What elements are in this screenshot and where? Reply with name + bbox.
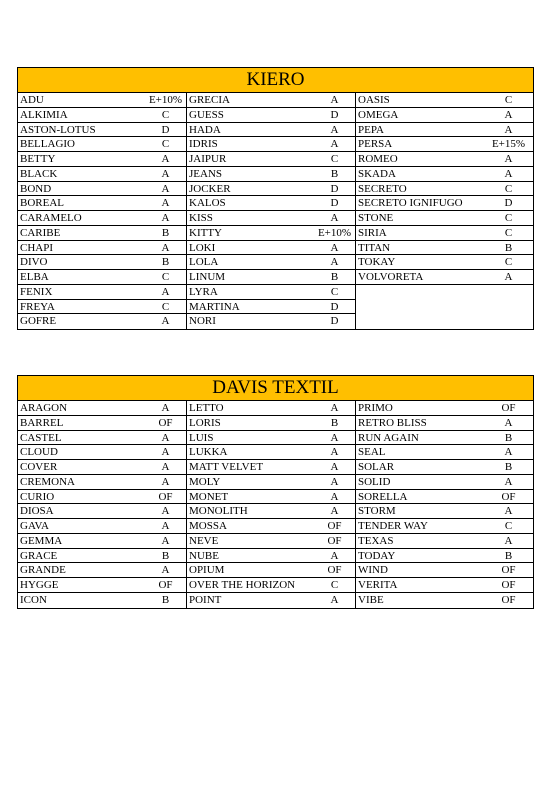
fabric-grade: A: [504, 153, 513, 165]
table-row: [18, 593, 186, 608]
fabric-name: LUIS: [189, 431, 214, 444]
table-row: [18, 534, 186, 549]
fabric-grade: D: [330, 108, 339, 121]
fabric-name: LORIS: [189, 416, 221, 429]
table-row: [18, 255, 186, 270]
fabric-name: CREMONA: [20, 475, 76, 488]
fabric-grade: A: [330, 241, 339, 254]
fabric-name: TEXAS: [358, 534, 394, 547]
table-row: [18, 108, 186, 123]
table-row: [18, 152, 186, 167]
fabric-name: SOLAR: [358, 461, 395, 473]
fabric-name: MONET: [189, 490, 229, 503]
table-row: [18, 137, 186, 152]
fabric-name: SECRETO IGNIFUGO: [358, 197, 463, 210]
table-row: [18, 490, 186, 505]
fabric-name: MONOLITH: [189, 505, 248, 518]
table-row: [187, 167, 355, 182]
fabric-name: KALOS: [189, 197, 226, 210]
fabric-name: BOREAL: [20, 197, 64, 210]
fabric-grade: A: [330, 94, 339, 106]
table-row: [18, 504, 186, 519]
fabric-name: ALKIMIA: [20, 108, 68, 121]
fabric-name: ADU: [20, 94, 44, 106]
table-row: [18, 475, 186, 490]
table-row: [356, 123, 533, 138]
fabric-name: SORELLA: [358, 490, 408, 503]
fabric-name: DIOSA: [20, 505, 54, 518]
fabric-name: GRECIA: [189, 94, 230, 106]
table-row: [18, 226, 186, 241]
fabric-name: SECRETO: [358, 182, 407, 195]
fabric-name: CARAMELO: [20, 212, 82, 224]
table-row: [187, 285, 355, 300]
fabric-name: MOSSA: [189, 520, 227, 532]
fabric-grade: A: [161, 153, 170, 165]
table-row: [356, 270, 533, 285]
table-row: [356, 401, 533, 416]
fabric-name: LUKKA: [189, 446, 228, 459]
table-row: [18, 578, 186, 593]
fabric-name: ARAGON: [20, 402, 68, 414]
fabric-grade: D: [161, 123, 170, 136]
table-row: [187, 401, 355, 416]
table-row: [18, 211, 186, 226]
fabric-name: GRACE: [20, 549, 58, 562]
fabric-name: OVER THE HORIZON: [189, 579, 296, 591]
table-row: [18, 167, 186, 182]
table-row: [187, 445, 355, 460]
table-grid: [18, 401, 533, 608]
table-row: [356, 226, 533, 241]
table-row: [187, 563, 355, 578]
table-title: KIERO: [18, 68, 533, 93]
fabric-name: MARTINA: [189, 300, 240, 313]
table-row: [187, 226, 355, 241]
fabric-name: GOFRE: [20, 315, 57, 328]
fabric-grade: C: [161, 108, 170, 121]
fabric-name: MATT VELVET: [189, 461, 264, 473]
fabric-grade: A: [161, 505, 170, 518]
fabric-grade: E+10%: [317, 226, 352, 239]
fabric-name: BARREL: [20, 416, 64, 429]
table-row: [18, 93, 186, 108]
fabric-grade: A: [504, 475, 513, 488]
fabric-name: NUBE: [189, 549, 219, 562]
fabric-grade: C: [161, 138, 170, 151]
fabric-grade: A: [504, 446, 513, 459]
fabric-name: BOND: [20, 182, 52, 195]
table-row: [187, 460, 355, 475]
table-row: [356, 211, 533, 226]
table-row: [356, 475, 533, 490]
table-row: [18, 416, 186, 431]
fabric-grade: A: [330, 461, 339, 473]
fabric-grade: A: [161, 182, 170, 195]
table-row: [187, 431, 355, 446]
table-row: [18, 563, 186, 578]
fabric-name: JAIPUR: [189, 153, 227, 165]
fabric-name: OPIUM: [189, 564, 225, 577]
fabric-name: MOLY: [189, 475, 221, 488]
table-row: [187, 475, 355, 490]
fabric-grade: C: [504, 256, 513, 269]
fabric-grade: A: [504, 108, 513, 121]
fabric-name: ELBA: [20, 271, 49, 283]
fabric-grade: A: [330, 446, 339, 459]
fabric-name: WIND: [358, 564, 388, 577]
fabric-grade: OF: [501, 402, 516, 414]
fabric-grade: OF: [158, 579, 173, 591]
fabric-grade: A: [161, 167, 170, 180]
fabric-grade: A: [161, 461, 170, 473]
fabric-name: FENIX: [20, 285, 53, 298]
table-column: [356, 401, 533, 608]
fabric-name: ASTON-LOTUS: [20, 123, 96, 136]
table-row: [18, 314, 186, 329]
table-row: [187, 270, 355, 285]
table-row: [187, 255, 355, 270]
fabric-grade: D: [330, 315, 339, 328]
table-row: [356, 431, 533, 446]
fabric-grade: C: [504, 94, 513, 106]
table-row: [18, 123, 186, 138]
fabric-name: CARIBE: [20, 226, 61, 239]
table-row: [356, 460, 533, 475]
fabric-name: TITAN: [358, 241, 391, 254]
fabric-grade: A: [504, 271, 513, 283]
fabric-name: COVER: [20, 461, 58, 473]
table-row: [18, 431, 186, 446]
fabric-name: PRIMO: [358, 402, 393, 414]
fabric-name: GEMMA: [20, 534, 63, 547]
fabric-grade: A: [504, 505, 513, 518]
table-row: [187, 123, 355, 138]
fabric-name: TENDER WAY: [358, 520, 428, 532]
table-column: [187, 401, 356, 608]
table-row: [187, 519, 355, 534]
table-row: [187, 549, 355, 564]
fabric-name: GUESS: [189, 108, 224, 121]
fabric-grade: A: [330, 549, 339, 562]
fabric-grade: A: [330, 593, 339, 606]
fabric-grade: OF: [327, 534, 342, 547]
fabric-name: TODAY: [358, 549, 396, 562]
table-row: [187, 182, 355, 197]
fabric-grade: C: [504, 212, 513, 224]
fabric-name: HADA: [189, 123, 221, 136]
fabric-name: PERSA: [358, 138, 393, 151]
fabric-grade: B: [330, 167, 339, 180]
fabric-grade: A: [330, 505, 339, 518]
fabric-name: CLOUD: [20, 446, 58, 459]
fabric-name: DIVO: [20, 256, 48, 269]
fabric-name: SKADA: [358, 167, 396, 180]
fabric-grade: E+10%: [148, 94, 183, 106]
kiero-table: [17, 67, 534, 330]
table-row: [187, 196, 355, 211]
table-title: DAVIS TEXTIL: [18, 376, 533, 401]
fabric-grade: D: [330, 300, 339, 313]
table-row: [18, 445, 186, 460]
fabric-grade: OF: [501, 593, 516, 606]
fabric-grade: C: [161, 300, 170, 313]
fabric-name: IDRIS: [189, 138, 218, 151]
fabric-grade: A: [330, 256, 339, 269]
table-row: [18, 241, 186, 256]
table-row: [356, 196, 533, 211]
table-row: [18, 182, 186, 197]
table-row: [356, 578, 533, 593]
davis-textil-table: [17, 375, 534, 609]
fabric-grade: C: [330, 285, 339, 298]
fabric-grade: A: [504, 123, 513, 136]
table-row: [18, 285, 186, 300]
fabric-grade: OF: [501, 564, 516, 577]
fabric-grade: A: [504, 534, 513, 547]
table-row: [356, 241, 533, 256]
fabric-grade: B: [161, 256, 170, 269]
fabric-grade: OF: [501, 490, 516, 503]
table-row: [187, 416, 355, 431]
fabric-name: LOLA: [189, 256, 219, 269]
table-row: [356, 108, 533, 123]
fabric-grade: B: [504, 431, 513, 444]
fabric-name: NORI: [189, 315, 216, 328]
fabric-grade: A: [330, 138, 339, 151]
table-row: [356, 137, 533, 152]
fabric-name: RUN AGAIN: [358, 431, 419, 444]
fabric-name: VIBE: [358, 593, 384, 606]
fabric-grade: B: [504, 461, 513, 473]
fabric-name: ROMEO: [358, 153, 398, 165]
table-column: [18, 401, 187, 608]
table-row: [18, 196, 186, 211]
table-row: [356, 504, 533, 519]
table-row: [187, 93, 355, 108]
fabric-name: KITTY: [189, 226, 222, 239]
fabric-grade: C: [330, 153, 339, 165]
table-row: [187, 578, 355, 593]
table-row: [356, 593, 533, 608]
fabric-name: CASTEL: [20, 431, 62, 444]
table-row: [356, 534, 533, 549]
table-row: [18, 519, 186, 534]
table-row: [18, 460, 186, 475]
fabric-grade: C: [504, 182, 513, 195]
table-row: [356, 167, 533, 182]
fabric-grade: B: [330, 416, 339, 429]
table-row: [187, 152, 355, 167]
table-column: [187, 93, 356, 329]
fabric-grade: A: [161, 197, 170, 210]
fabric-grade: B: [504, 241, 513, 254]
fabric-name: SIRIA: [358, 226, 387, 239]
fabric-name: STORM: [358, 505, 396, 518]
fabric-name: VOLVORETA: [358, 271, 424, 283]
fabric-name: JEANS: [189, 167, 223, 180]
fabric-grade: B: [161, 593, 170, 606]
fabric-grade: OF: [158, 416, 173, 429]
fabric-grade: A: [330, 475, 339, 488]
table-row: [356, 182, 533, 197]
fabric-name: BELLAGIO: [20, 138, 75, 151]
fabric-grade: A: [161, 564, 170, 577]
table-row: [356, 416, 533, 431]
fabric-grade: A: [161, 520, 170, 532]
table-grid: [18, 93, 533, 329]
fabric-name: OMEGA: [358, 108, 399, 121]
fabric-grade: C: [504, 520, 513, 532]
fabric-grade: B: [161, 549, 170, 562]
fabric-grade: A: [330, 431, 339, 444]
fabric-grade: OF: [327, 520, 342, 532]
fabric-grade: B: [330, 271, 339, 283]
fabric-grade: D: [330, 197, 339, 210]
fabric-name: BETTY: [20, 153, 56, 165]
fabric-grade: A: [161, 285, 170, 298]
fabric-grade: B: [161, 226, 170, 239]
fabric-name: LETTO: [189, 402, 224, 414]
fabric-name: JOCKER: [189, 182, 231, 195]
fabric-name: BLACK: [20, 167, 58, 180]
table-row: [356, 445, 533, 460]
fabric-name: CURIO: [20, 490, 55, 503]
fabric-grade: A: [161, 446, 170, 459]
fabric-name: CHAPI: [20, 241, 54, 254]
table-row: [356, 255, 533, 270]
table-row: [18, 300, 186, 315]
fabric-name: STONE: [358, 212, 394, 224]
fabric-grade: OF: [501, 579, 516, 591]
fabric-grade: D: [504, 197, 513, 210]
fabric-grade: A: [504, 416, 513, 429]
fabric-name: PEPA: [358, 123, 384, 136]
fabric-name: LYRA: [189, 285, 218, 298]
fabric-name: OASIS: [358, 94, 390, 106]
table-row: [187, 300, 355, 315]
table-row: [187, 241, 355, 256]
table-row: [356, 563, 533, 578]
fabric-grade: B: [504, 549, 513, 562]
table-row: [356, 152, 533, 167]
fabric-name: HYGGE: [20, 579, 59, 591]
table-row: [356, 519, 533, 534]
fabric-name: NEVE: [189, 534, 219, 547]
fabric-name: POINT: [189, 593, 222, 606]
table-row: [187, 504, 355, 519]
fabric-grade: A: [161, 475, 170, 488]
table-column: [18, 93, 187, 329]
fabric-name: GAVA: [20, 520, 49, 532]
fabric-grade: E+15%: [491, 138, 526, 151]
table-row: [18, 270, 186, 285]
fabric-grade: A: [330, 402, 339, 414]
table-row: [187, 137, 355, 152]
table-row: [18, 401, 186, 416]
fabric-name: FREYA: [20, 300, 55, 313]
table-row: [187, 534, 355, 549]
fabric-name: RETRO BLISS: [358, 416, 427, 429]
fabric-name: ICON: [20, 593, 47, 606]
fabric-grade: A: [330, 212, 339, 224]
fabric-name: LINUM: [189, 271, 226, 283]
table-row: [356, 549, 533, 564]
fabric-name: SOLID: [358, 475, 391, 488]
fabric-grade: A: [330, 123, 339, 136]
table-row: [187, 211, 355, 226]
fabric-grade: OF: [158, 490, 173, 503]
table-row: [187, 314, 355, 329]
fabric-grade: A: [330, 490, 339, 503]
table-column: [356, 93, 533, 329]
fabric-grade: C: [504, 226, 513, 239]
fabric-name: TOKAY: [358, 256, 396, 269]
table-row: [187, 490, 355, 505]
fabric-grade: D: [330, 182, 339, 195]
fabric-grade: A: [161, 402, 170, 414]
fabric-grade: OF: [327, 564, 342, 577]
table-row: [356, 93, 533, 108]
table-row: [356, 490, 533, 505]
fabric-grade: A: [161, 315, 170, 328]
fabric-grade: C: [161, 271, 170, 283]
fabric-name: VERITA: [358, 579, 398, 591]
fabric-grade: A: [504, 167, 513, 180]
fabric-grade: A: [161, 241, 170, 254]
table-row: [187, 108, 355, 123]
fabric-name: LOKI: [189, 241, 216, 254]
table-row: [187, 593, 355, 608]
fabric-grade: A: [161, 431, 170, 444]
fabric-grade: C: [330, 579, 339, 591]
fabric-name: GRANDE: [20, 564, 66, 577]
fabric-grade: A: [161, 534, 170, 547]
fabric-name: SEAL: [358, 446, 386, 459]
table-row: [18, 549, 186, 564]
fabric-name: KISS: [189, 212, 213, 224]
fabric-grade: A: [161, 212, 170, 224]
